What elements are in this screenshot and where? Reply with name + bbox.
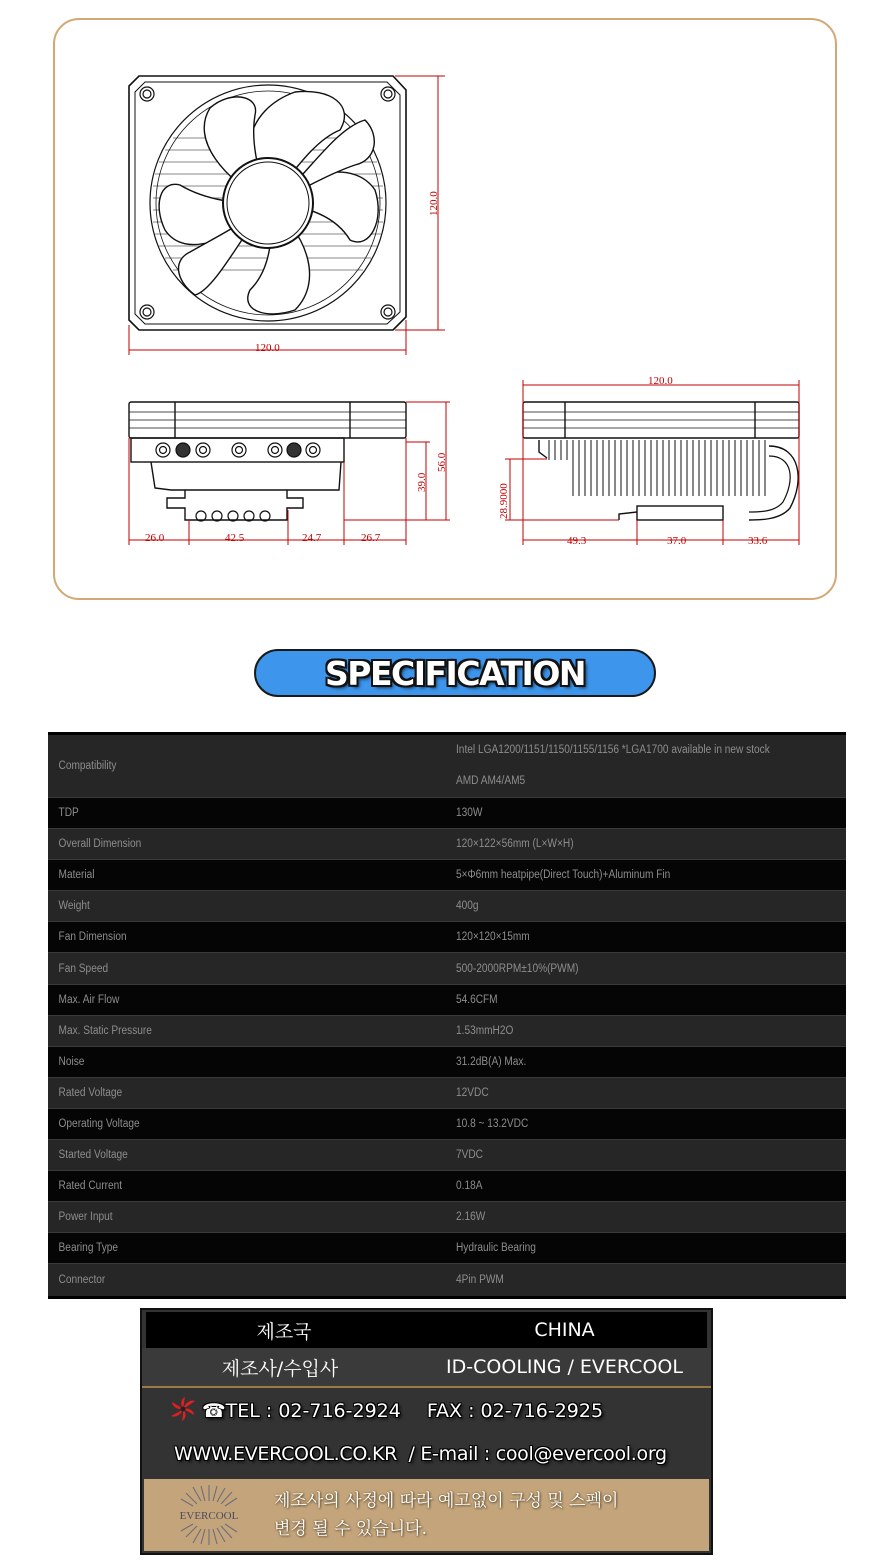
seg-42-5: 42.5 (225, 532, 245, 544)
spec-label: Weight (58, 900, 90, 913)
spec-value: 400g (456, 900, 479, 913)
spec-row-power-input (48, 1202, 846, 1233)
side-view-left (129, 402, 406, 521)
seg-49-3: 49.3 (567, 535, 587, 547)
spec-label: Overall Dimension (58, 838, 142, 851)
spec-row-overall-dimension (48, 829, 846, 860)
spec-row-operating-voltage (48, 1109, 846, 1140)
evercool-logo-icon (174, 1484, 244, 1546)
notice-banner (144, 1479, 709, 1551)
svg-text:EVERCOOL: EVERCOOL (179, 1510, 239, 1522)
evercool-logo (144, 1484, 274, 1546)
seg-24-7: 24.7 (302, 532, 322, 544)
spec-label: Fan Dimension (58, 931, 127, 944)
fan-top-view (129, 76, 406, 330)
spec-row-connector (48, 1264, 846, 1295)
spec-label: TDP (58, 807, 79, 820)
total-height-label: 56.0 (436, 452, 448, 472)
seg-37-0: 37.0 (667, 535, 687, 547)
spec-value: 54.6CFM (456, 993, 498, 1006)
clearance-label: 28.9000 (498, 483, 510, 519)
spec-value: 0.18A (456, 1180, 483, 1193)
maker-value: ID-COOLING / EVERCOOL (446, 1356, 683, 1378)
spec-label: Noise (58, 1055, 85, 1068)
spec-value: 500-2000RPM±10%(PWM) (456, 962, 579, 975)
spec-value: 12VDC (456, 1086, 489, 1099)
spec-row-max-static-pressure (48, 1016, 846, 1047)
web-email-row (142, 1434, 711, 1474)
spec-value: 120×120×15mm (456, 931, 530, 944)
spec-label: Operating Voltage (58, 1117, 140, 1130)
dimension-drawings (55, 20, 839, 602)
manufacturer-info-box (140, 1308, 713, 1555)
web-email-text[interactable]: WWW.EVERCOOL.CO.KR / E-mail : cool@evercool.org (174, 1443, 667, 1465)
spec-value: 7VDC (456, 1149, 484, 1162)
notice-line-1: 제조사의 사정에 따라 예고없이 구성 및 스펙이 (274, 1491, 619, 1511)
spec-value: 10.8 ~ 13.2VDC (456, 1117, 529, 1130)
spec-value: 1.53mmH2O (456, 1024, 514, 1037)
spec-label: Bearing Type (58, 1242, 119, 1255)
dimension-drawing-card (53, 18, 837, 600)
spec-row-rated-voltage (48, 1078, 846, 1109)
spec-value-line: AMD AM4/AM5 (456, 775, 526, 787)
spec-row-tdp (48, 798, 846, 829)
spec-row-max-air-flow (48, 985, 846, 1016)
spec-value: 2.16W (456, 1211, 486, 1224)
tel-text: ☎TEL : 02-716-2924 (202, 1400, 401, 1422)
spec-label: Max. Static Pressure (58, 1024, 152, 1037)
spec-row-fan-dimension (48, 922, 846, 953)
right-width-label: 120.0 (648, 375, 673, 387)
contact-row (142, 1388, 711, 1434)
specification-banner (254, 649, 656, 697)
spec-label: Material (58, 869, 95, 882)
spec-label: Fan Speed (58, 962, 109, 975)
body-height-label: 39.0 (416, 472, 428, 492)
spec-value: 4Pin PWM (456, 1273, 504, 1286)
seg-26-7: 26.7 (361, 532, 381, 544)
spec-value: 31.2dB(A) Max. (456, 1055, 527, 1068)
spec-row-bearing-type (48, 1233, 846, 1264)
side-left-dimension-lines (129, 402, 450, 545)
spec-label: Power Input (58, 1211, 113, 1224)
seg-26-0: 26.0 (145, 532, 165, 544)
notice-line-2: 변경 될 수 있습니다. (274, 1519, 427, 1539)
spec-label: Rated Current (58, 1180, 123, 1193)
spec-row-weight (48, 891, 846, 922)
spec-label: Rated Voltage (58, 1086, 123, 1099)
maker-label: 제조사/수입사 (221, 1357, 339, 1380)
spec-value: 120×122×56mm (L×W×H) (456, 838, 574, 851)
spec-table (48, 732, 846, 1299)
spec-row-material (48, 860, 846, 891)
banner-title: SPECIFICATION (325, 653, 585, 693)
origin-row (146, 1312, 707, 1348)
side-view-right (523, 402, 799, 520)
spec-value: Hydraulic Bearing (456, 1242, 536, 1255)
seg-33-6: 33.6 (748, 535, 768, 547)
maker-row (142, 1348, 711, 1388)
origin-label: 제조국 (256, 1320, 312, 1343)
spec-row-rated-current (48, 1171, 846, 1202)
spec-row-started-voltage (48, 1140, 846, 1171)
spec-value-line: Intel LGA1200/1151/1150/1155/1156 *LGA1700 available in new stock (456, 744, 770, 756)
top-width-label: 120.0 (255, 342, 280, 354)
origin-value: CHINA (534, 1319, 595, 1341)
fan-logo-icon (168, 1396, 202, 1427)
spec-value: 5×Φ6mm heatpipe(Direct Touch)+Aluminum Fin (456, 869, 671, 882)
spec-label: Started Voltage (58, 1149, 128, 1162)
spec-label: Max. Air Flow (58, 993, 120, 1006)
spec-value: 130W (456, 807, 483, 820)
fax-text: FAX : 02-716-2925 (426, 1400, 604, 1422)
top-height-label: 120.0 (428, 191, 440, 216)
spec-value (456, 735, 799, 797)
spec-row-compatibility (48, 735, 846, 798)
spec-label: Connector (58, 1273, 106, 1286)
notice-text (274, 1487, 618, 1543)
spec-row-noise (48, 1047, 846, 1078)
spec-label: Compatibility (58, 760, 117, 772)
spec-row-fan-speed (48, 953, 846, 984)
